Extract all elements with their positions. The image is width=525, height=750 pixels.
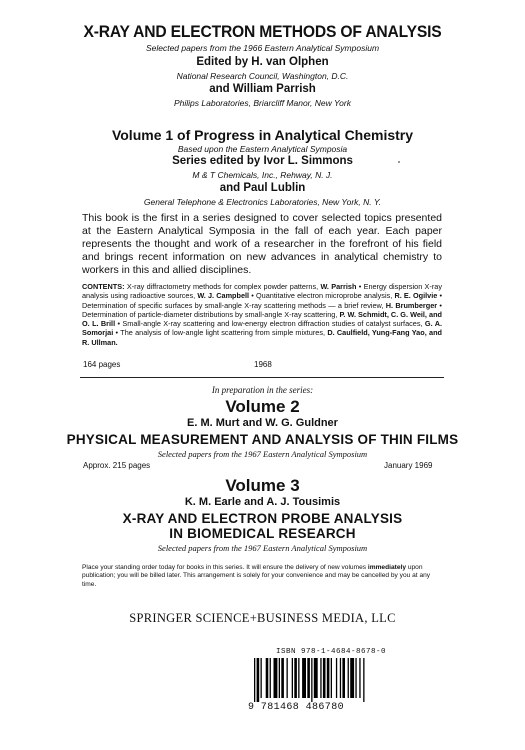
volume2-pages: Approx. 215 pages bbox=[83, 461, 151, 470]
stray-dot bbox=[398, 161, 400, 163]
series-editor: Series edited by Ivor L. Simmons bbox=[172, 155, 353, 167]
series-editor2: and Paul Lublin bbox=[219, 182, 306, 194]
volume2-subtitle: Selected papers from the 1967 Eastern Analytical Symposium bbox=[157, 449, 368, 459]
volume3-authors: K. M. Earle and A. J. Tousimis bbox=[184, 496, 341, 508]
divider-rule bbox=[80, 377, 444, 378]
volume2-date: January 1969 bbox=[384, 461, 433, 470]
contents-item: Small-angle X-ray scattering and low-energy electron diffraction studies of catalyst surfaces, G. A. Somorjai • bbox=[82, 319, 442, 338]
volume1-based-on: Based upon the Eastern Analytical Symposia bbox=[177, 144, 348, 154]
editor2: and William Parrish bbox=[209, 83, 316, 95]
description-paragraph: This book is the first in a series designed to cover selected topics presented at the Eastern Analytical Symposia in the fall of each year. Each paper represents the thought and work of a researcher in the forefront of his field and brings recent information on new advances in analytical chemistry to workers in this and allied disciplines. bbox=[82, 212, 442, 276]
volume2-title: PHYSICAL MEASUREMENT AND ANALYSIS OF THIN FILMS bbox=[66, 432, 459, 447]
volume3-heading: Volume 3 bbox=[225, 476, 300, 495]
isbn-barcode bbox=[252, 658, 412, 702]
volume2-authors: E. M. Murt and W. G. Guldner bbox=[187, 417, 338, 429]
contents-item: The analysis of low-angle light scattering from simple mixtures, D. Caulfield, Yung-Fang Yao, and R. Ullman. bbox=[82, 328, 442, 347]
volume1-heading: Volume 1 of Progress in Analytical Chemistry bbox=[111, 127, 414, 143]
edited-by: Edited by H. van Olphen bbox=[196, 56, 329, 68]
editor1-affiliation: National Research Council, Washington, D.C. bbox=[176, 71, 349, 81]
series-editor-affiliation: M & T Chemicals, Inc., Rehway, N. J. bbox=[192, 170, 333, 180]
isbn-text: ISBN 978-1-4684-8678-0 bbox=[275, 648, 387, 656]
contents-item: Determination of particle-diameter distributions by small-angle X-ray scattering, P. W. Schmidt, C. G. Weil, and O. L. Brill • bbox=[82, 309, 443, 329]
series-editor2-affiliation: General Telephone & Electronics Laboratories, New York, N. Y. bbox=[143, 197, 382, 207]
publisher-name: SPRINGER SCIENCE+BUSINESS MEDIA, LLC bbox=[129, 611, 396, 625]
volume3-title-line1: X-RAY AND ELECTRON PROBE ANALYSIS bbox=[122, 511, 403, 526]
contents-item: Energy dispersion X-ray analysis using radioactive sources, W. J. Campbell • bbox=[82, 282, 442, 301]
volume1-pages: 164 pages bbox=[83, 360, 121, 369]
contents-label: CONTENTS: bbox=[82, 282, 125, 291]
book-subtitle: Selected papers from the 1966 Eastern Analytical Symposium bbox=[145, 43, 380, 53]
contents-item: X-ray diffractometry methods for complex powder patterns, W. Parrish • bbox=[126, 282, 362, 291]
contents-item: Quantitative electron microprobe analysis, R. E. Ogilvie • bbox=[255, 291, 442, 301]
volume3-subtitle: Selected papers from the 1967 Eastern Analytical Symposium bbox=[157, 543, 368, 553]
barcode-number: 9 781468 486780 bbox=[248, 702, 345, 713]
book-title: X-RAY AND ELECTRON METHODS OF ANALYSIS bbox=[83, 22, 442, 41]
editor2-affiliation: Philips Laboratories, Briarcliff Manor, New York bbox=[173, 98, 351, 108]
volume3-title-line2: IN BIOMEDICAL RESEARCH bbox=[169, 526, 356, 541]
volume1-year: 1968 bbox=[254, 360, 272, 369]
contents-list bbox=[82, 282, 442, 347]
volume2-heading: Volume 2 bbox=[225, 397, 300, 416]
contents-item: Determination of specific surfaces by small-angle X-ray scattering methods — a brief review, H. Brumberger • bbox=[82, 300, 442, 310]
standing-order-note: Place your standing order today for books in this series. It will ensure the delivery of new volumes immediately upon publication; you will be billed later. This arrangement is solely for your convenience and may be cancelled by you at any time. bbox=[82, 564, 431, 588]
in-preparation-label: In preparation in the series: bbox=[211, 385, 314, 395]
